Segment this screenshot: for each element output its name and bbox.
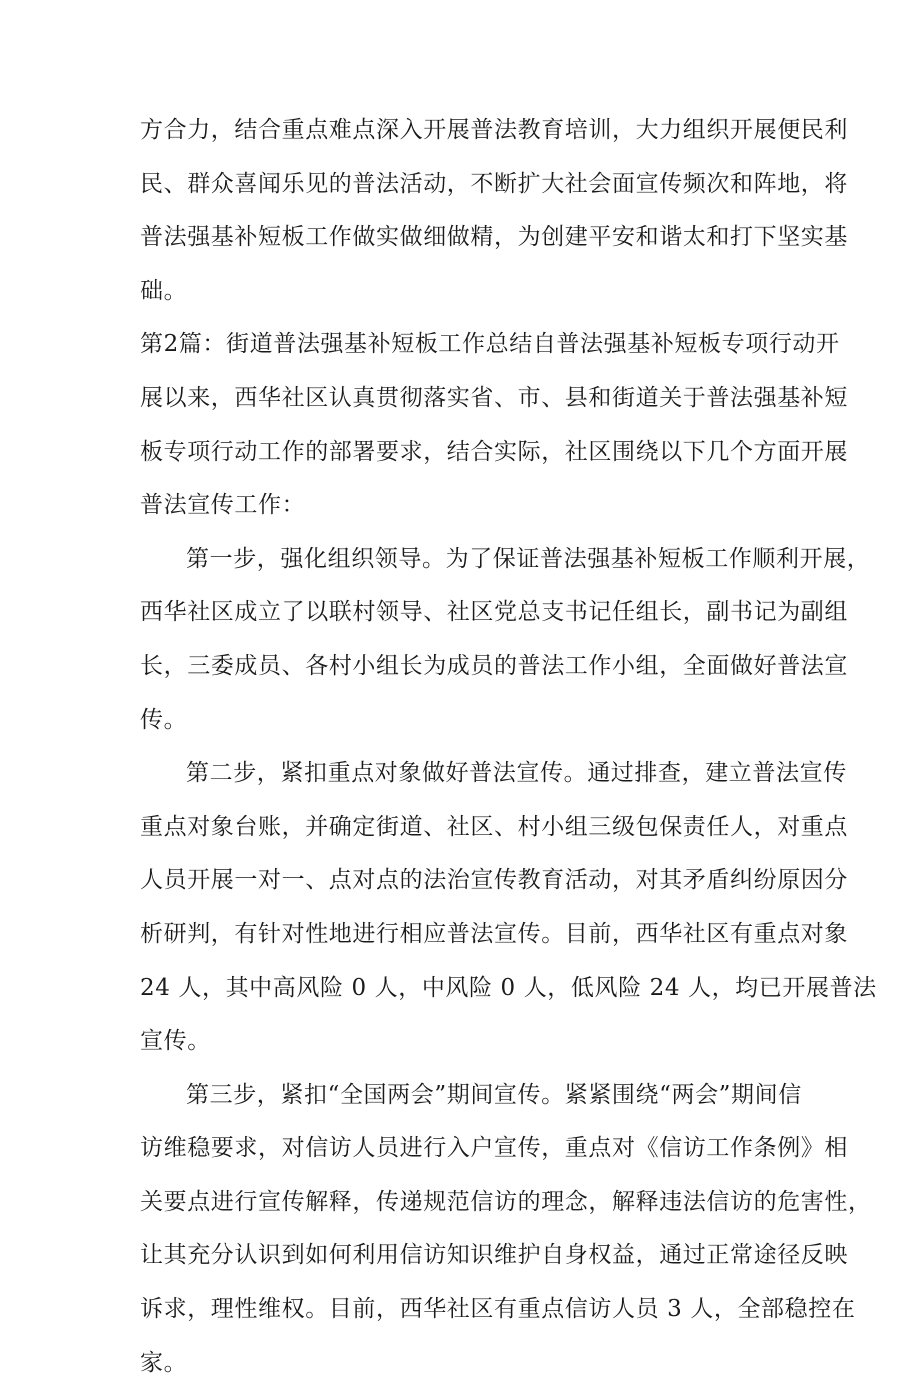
text-line: 诉求，理性维权。目前，西华社区有重点信访人员 3 人，全部稳控在 xyxy=(140,1296,856,1323)
text-line: 传。 xyxy=(140,706,188,733)
text-line: 普法强基补短板工作做实做细做精，为创建平安和谐太和打下坚实基 xyxy=(140,224,848,251)
text-line: 第三步，紧扣“全国两会”期间宣传。紧紧围绕“两会”期间信 xyxy=(186,1081,802,1108)
text-line: 重点对象台账，并确定街道、社区、村小组三级包保责任人，对重点 xyxy=(140,813,848,840)
text-line: 关要点进行宣传解释，传递规范信访的理念，解释违法信访的危害性， xyxy=(140,1188,872,1215)
text-line: 第一步，强化组织领导。为了保证普法强基补短板工作顺利开展， xyxy=(186,545,871,572)
text-line: 民、群众喜闻乐见的普法活动，不断扩大社会面宣传频次和阵地，将 xyxy=(140,170,848,197)
text-line: 展以来，西华社区认真贯彻落实省、市、县和街道关于普法强基补短 xyxy=(140,384,848,411)
document-body xyxy=(140,104,877,1390)
text-line: 让其充分认识到如何利用信访知识维护自身权益，通过正常途径反映 xyxy=(140,1242,848,1269)
paragraph-1 xyxy=(140,104,848,318)
text-line: 方合力，结合重点难点深入开展普法教育培训，大力组织开展便民利 xyxy=(140,117,848,143)
paragraph-2 xyxy=(140,318,848,532)
paragraph-4 xyxy=(140,747,877,1069)
paragraph-3 xyxy=(140,533,871,747)
text-line: 人员开展一对一、点对点的法治宣传教育活动，对其矛盾纠纷原因分 xyxy=(140,867,848,894)
text-line: 板专项行动工作的部署要求，结合实际，社区围绕以下几个方面开展 xyxy=(140,438,848,465)
text-line: 西华社区成立了以联村领导、社区党总支书记任组长，副书记为副组 xyxy=(140,599,848,626)
text-line: 宣传。 xyxy=(140,1028,211,1055)
text-line: 家。 xyxy=(140,1349,188,1376)
text-line: 析研判，有针对性地进行相应普法宣传。目前，西华社区有重点对象 xyxy=(140,920,848,947)
paragraph-5 xyxy=(140,1069,872,1390)
text-line: 第2篇：街道普法强基补短板工作总结自普法强基补短板专项行动开 xyxy=(140,331,840,358)
text-line: 长，三委成员、各村小组长为成员的普法工作小组，全面做好普法宣 xyxy=(140,652,848,679)
text-line: 础。 xyxy=(140,277,188,304)
text-line: 第二步，紧扣重点对象做好普法宣传。通过排查，建立普法宣传 xyxy=(186,760,847,787)
text-line: 24 人，其中高风险 0 人，中风险 0 人，低风险 24 人，均已开展普法 xyxy=(140,974,877,1001)
text-line: 访维稳要求，对信访人员进行入户宣传，重点对《信访工作条例》相 xyxy=(140,1135,848,1162)
text-line: 普法宣传工作： xyxy=(140,492,306,519)
